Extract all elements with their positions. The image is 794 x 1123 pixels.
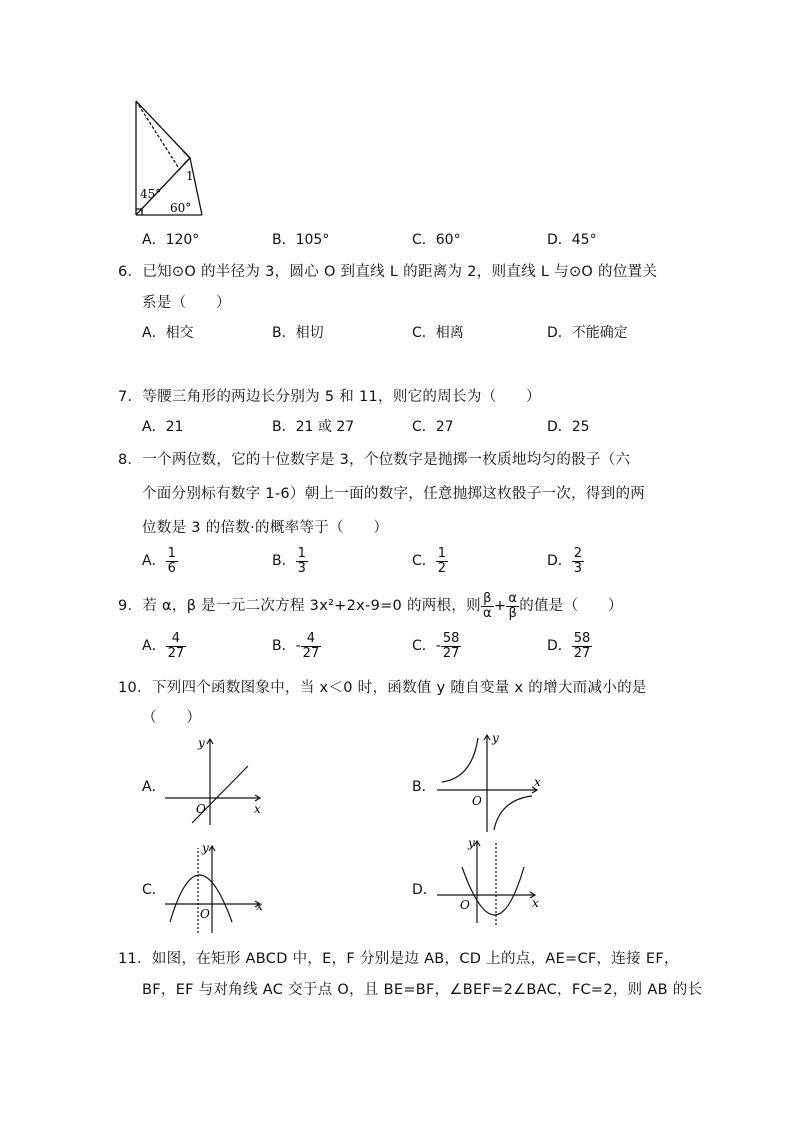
svg-text:y: y	[468, 836, 475, 850]
q8-option-b[interactable]	[272, 547, 308, 575]
svg-text:x: x	[532, 896, 539, 910]
q10-option-d-label[interactable]: D．	[412, 882, 437, 898]
q11-text-line1: 11．如图，在矩形 ABCD 中，E，F 分别是边 AB，CD 上的点，AE=CF，连接 EF，	[118, 951, 679, 967]
angle-1-label: 1	[186, 169, 194, 183]
q8-option-d-fraction: $\frac{2}{3}$	[573, 546, 583, 576]
q8-option-d-label: D．	[547, 553, 572, 570]
svg-text:O: O	[460, 898, 470, 912]
q9-option-b[interactable]: B．- $\frac{4}{27}$	[272, 631, 320, 661]
svg-text:y: y	[198, 736, 205, 750]
angle-45-label: 45°	[140, 187, 162, 201]
q8-text-line2: 个面分别标有数字 1-6）朝上一面的数字，任意抛掷这枚骰子一次，得到的两	[142, 486, 646, 502]
q10-option-b-label[interactable]: B．	[412, 779, 436, 795]
q8-text-line3: 位数是 3 的倍数·的概率等于（ ）	[142, 520, 389, 536]
q6-option-a[interactable]: A．相交	[142, 325, 194, 341]
q10-text-line2: （ ）	[142, 710, 202, 726]
q7-option-d[interactable]: D．25	[547, 419, 590, 435]
q9-fraction-alpha-beta: $\frac{\alpha}{\beta}$	[508, 591, 518, 621]
q5-triangle-figure	[130, 98, 210, 220]
q7-option-c[interactable]: C．27	[412, 419, 454, 435]
svg-text:x: x	[256, 899, 263, 913]
q8-option-c-label: C．	[412, 553, 436, 570]
q8-option-a-label: A．	[142, 553, 166, 570]
q6-option-b[interactable]: B．相切	[272, 325, 324, 341]
angle-60-label: 60°	[170, 201, 192, 215]
q8-option-a-fraction: $\frac{1}{6}$	[167, 546, 176, 576]
q10-option-c-label[interactable]: C．	[142, 882, 166, 898]
svg-text:y: y	[492, 731, 499, 745]
q6-option-c[interactable]: C．相离	[412, 325, 464, 341]
svg-text:O: O	[200, 907, 210, 921]
q5-option-a[interactable]: A．120°	[142, 232, 200, 248]
q7-option-b[interactable]: B．21 或 27	[272, 419, 355, 435]
q9-option-a[interactable]: A． $\frac{4}{27}$	[142, 631, 185, 661]
q10-text-line1: 10．下列四个函数图象中，当 x＜0 时，函数值 y 随自变量 x 的增大而减小的是	[118, 680, 647, 696]
q6-text-line1: 6．已知⊙O 的半径为 3，圆心 O 到直线 L 的距离为 2，则直线 L 与⊙O 的位置关	[118, 264, 658, 280]
q9-option-c[interactable]: C．- $\frac{58}{27}$	[412, 631, 460, 661]
svg-text:x: x	[254, 802, 261, 816]
q5-option-c[interactable]: C．60°	[412, 232, 461, 248]
q6-text-line2: 系是（ ）	[142, 295, 231, 311]
q8-option-a[interactable]	[142, 547, 178, 575]
svg-text:O: O	[196, 802, 206, 816]
svg-text:y: y	[202, 841, 209, 855]
q7-option-a[interactable]: A．21	[142, 419, 184, 435]
q8-option-c[interactable]	[412, 547, 448, 575]
q8-option-b-fraction: $\frac{1}{3}$	[297, 546, 306, 576]
q8-text-line1: 8．一个两位数，它的十位数字是 3，个位数字是抛掷一枚质地均匀的骰子（六	[118, 452, 631, 468]
q7-text: 7．等腰三角形的两边长分别为 5 和 11，则它的周长为（ ）	[118, 389, 541, 405]
q10-graph-a[interactable]	[160, 733, 270, 828]
svg-text:x: x	[534, 775, 541, 789]
q5-option-d[interactable]: D．45°	[547, 232, 597, 248]
q8-option-d[interactable]	[547, 547, 584, 575]
svg-text:O: O	[472, 794, 482, 808]
q11-text-line2: BF，EF 与对角线 AC 交于点 O，且 BE=BF，∠BEF=2∠BAC，FC=2，则 AB 的长	[142, 982, 703, 998]
q9-text: 9．若 α，β 是一元二次方程 3x²+2x-9=0 的两根，则 $\frac{\beta}{\alpha}$ + $\frac{\alpha}{\beta}$ 的值是（ ）	[118, 591, 623, 621]
q8-option-c-fraction: $\frac{1}{2}$	[437, 546, 447, 576]
q5-option-b[interactable]: B．105°	[272, 232, 330, 248]
q10-option-a-label[interactable]: A．	[142, 779, 166, 795]
q10-graph-b[interactable]	[432, 730, 547, 835]
q10-graph-d[interactable]	[432, 833, 547, 933]
q8-option-b-label: B．	[272, 553, 296, 570]
q10-graph-c[interactable]	[160, 838, 270, 938]
q6-option-d[interactable]: D．不能确定	[547, 325, 628, 341]
q9-fraction-beta-alpha: $\frac{\beta}{\alpha}$	[482, 591, 492, 621]
q9-option-d[interactable]: D． $\frac{58}{27}$	[547, 631, 591, 661]
